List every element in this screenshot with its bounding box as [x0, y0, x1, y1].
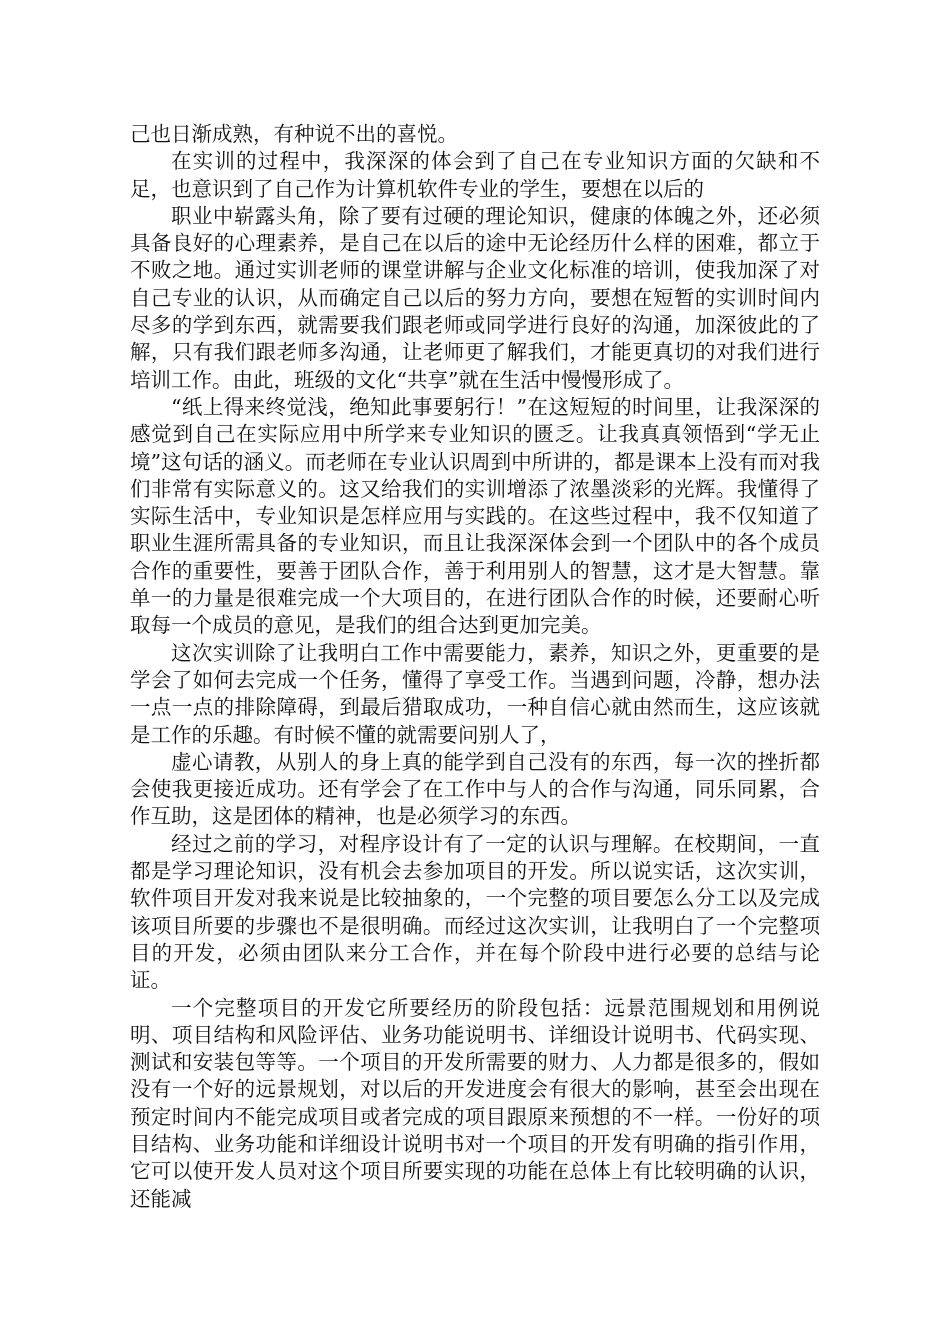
- paragraph-5: 这次实训除了让我明白工作中需要能力，素养，知识之外，更重要的是学会了如何去完成一个任务，懂得了享受工作。当遇到问题，冷静，想办法一点一点的排除障碍，到最后猎取成功，一种自信心就由然而生，这应该就是工作的乐趣。有时候不懂的就需要问别人了，: [130, 640, 820, 747]
- paragraph-7: 经过之前的学习，对程序设计有了一定的认识与理解。在校期间，一直都是学习理论知识，没有机会去参加项目的开发。所以说实话，这次实训，软件项目开发对我来说是比较抽象的，一个完整的项目要怎么分工以及完成该项目所要的步骤也不是很明确。而经过这次实训，让我明白了一个完整项目的开发，必须由团队来分工合作，并在每个阶段中进行必要的总结与论证。: [130, 831, 820, 993]
- paragraph-1: 己也日渐成熟，有种说不出的喜悦。: [130, 122, 458, 146]
- document-page: [130, 121, 820, 1213]
- paragraph-6: 虚心请教，从别人的身上真的能学到自己没有的东西，每一次的挫折都会使我更接近成功。还有学会了在工作中与人的合作与沟通，同乐同累，合作互助，这是团体的精神，也是必须学习的东西。: [130, 749, 820, 829]
- paragraph-4: “纸上得来终觉浅，绝知此事要躬行！”在这短短的时间里，让我深深的感觉到自己在实际应用中所学来专业知识的匮乏。让我真真领悟到“学无止境”这句话的涵义。而老师在专业认识周到中所讲的，都是课本上没有而对我们非常有实际意义的。这又给我们的实训增添了浓墨淡彩的光辉。我懂得了实际生活中，专业知识是怎样应用与实践的。在这些过程中，我不仅知道了职业生涯所需具备的专业知识，而且让我深深体会到一个团队中的各个成员合作的重要性，要善于团队合作，善于利用别人的智慧，这才是大智慧。靠单一的力量是很难完成一个大项目的，在进行团队合作的时候，还要耐心听取每一个成员的意见，是我们的组合达到更加完美。: [130, 394, 820, 638]
- paragraph-3: 职业中崭露头角，除了要有过硬的理论知识，健康的体魄之外，还必须具备良好的心理素养，是自己在以后的途中无论经历什么样的困难，都立于不败之地。通过实训老师的课堂讲解与企业文化标准的培训，使我加深了对自己专业的认识，从而确定自己以后的努力方向，要想在短暂的实训时间内尽多的学到东西，就需要我们跟老师或同学进行良好的沟通，加深彼此的了解，只有我们跟老师多沟通，让老师更了解我们，才能更真切的对我们进行培训工作。由此，班级的文化“共享”就在生活中慢慢形成了。: [130, 203, 820, 392]
- paragraph-2: 在实训的过程中，我深深的体会到了自己在专业知识方面的欠缺和不足，也意识到了自己作为计算机软件专业的学生，要想在以后的: [130, 149, 820, 201]
- paragraph-8: 一个完整项目的开发它所要经历的阶段包括：远景范围规划和用例说明、项目结构和风险评估、业务功能说明书、详细设计说明书、代码实现、测试和安装包等等。一个项目的开发所需要的财力、人力都是很多的，假如没有一个好的远景规划，对以后的开发进度会有很大的影响，甚至会出现在预定时间内不能完成项目或者完成的项目跟原来预想的不一样。一份好的项目结构、业务功能和详细设计说明书对一个项目的开发有明确的指引作用，它可以使开发人员对这个项目所要实现的功能在总体上有比较明确的认识，还能减: [130, 995, 820, 1211]
